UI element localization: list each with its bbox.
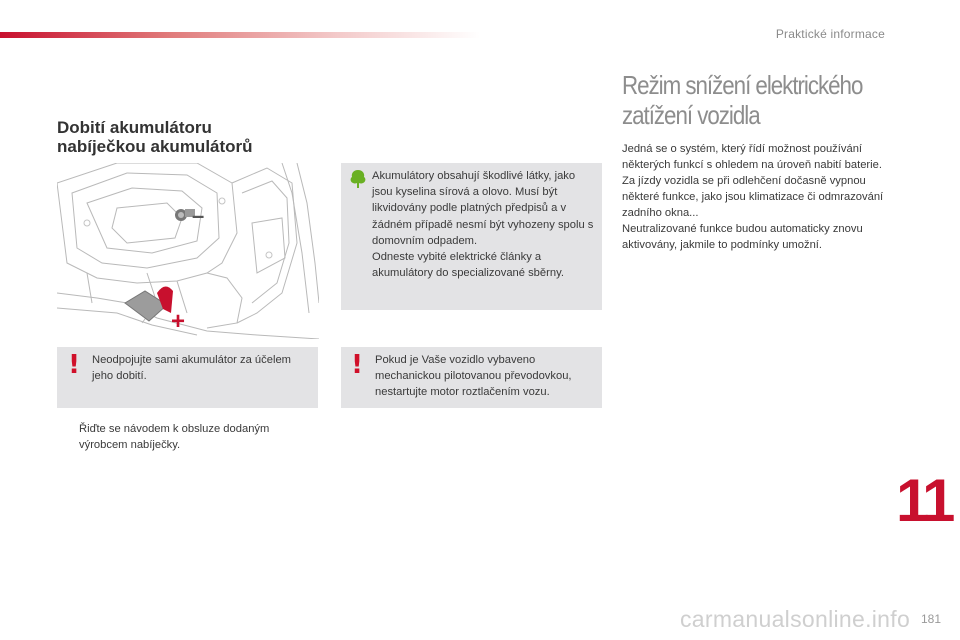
body-paragraph-3: Neutralizované funkce budou automaticky znovu aktivovány, jakmile to podmínky umožní. (622, 223, 863, 251)
section-title-load-shedding (622, 70, 880, 130)
engine-bay-drawing (57, 163, 319, 339)
section-header: Praktické informace (775, 27, 885, 41)
instruction-step (60, 421, 310, 453)
warning-right-text: Pokud je Vaše vozidlo vybaveno mechanickou pilotovanou převodovkou, nestartujte motor roztlačením vozu. (375, 354, 572, 399)
section-title-battery-charging (57, 118, 327, 156)
plus-sign: + (171, 308, 186, 335)
title-right-line-2: zatížení vozidla (622, 100, 760, 130)
exclamation-icon: ! (351, 350, 363, 380)
tree-icon (349, 169, 367, 189)
eco-info-box (341, 163, 602, 310)
page-number: 181 (920, 612, 941, 626)
warning-left-text: Neodpojujte sami akumulátor za účelem jeho dobití. (92, 354, 291, 383)
exclamation-icon: ! (68, 350, 80, 380)
warning-box-right (341, 347, 602, 408)
chapter-number: 11 (896, 467, 952, 534)
load-shedding-body (622, 141, 894, 253)
warning-box-left (57, 347, 318, 408)
eco-box-paragraph-1: Akumulátory obsahují škodlivé látky, jako jsou kyselina sírová a olovo. Musí být likvidovány podle platných předpisů a v žádném případě nesmí být vyhozeny spolu s domovním odpadem. (372, 170, 594, 247)
watermark: carmanualsonline.info (680, 606, 911, 632)
minus-sign: – (192, 203, 205, 228)
title-right-line-1: Režim snížení elektrického (622, 70, 863, 100)
title-line-1: Dobití akumulátoru (57, 118, 212, 137)
eco-box-paragraph-2: Odneste vybité elektrické články a akumulátory do specializované sběrny. (372, 251, 564, 280)
header-accent-bar (0, 32, 480, 38)
body-paragraph-2: Za jízdy vozidla se při odlehčení dočasně vypnou některé funkce, jako jsou klimatizace či odmrazování zadního okna... (622, 175, 884, 219)
eco-box-text (372, 168, 598, 281)
battery-illustration (57, 163, 319, 339)
title-line-2: nabíječkou akumulátorů (57, 137, 253, 156)
body-paragraph-1: Jedná se o systém, který řídí možnost používání některých funkcí s ohledem na úroveň nabití baterie. (622, 143, 882, 171)
step-text: Řiďte se návodem k obsluze dodaným výrobcem nabíječky. (79, 423, 270, 451)
